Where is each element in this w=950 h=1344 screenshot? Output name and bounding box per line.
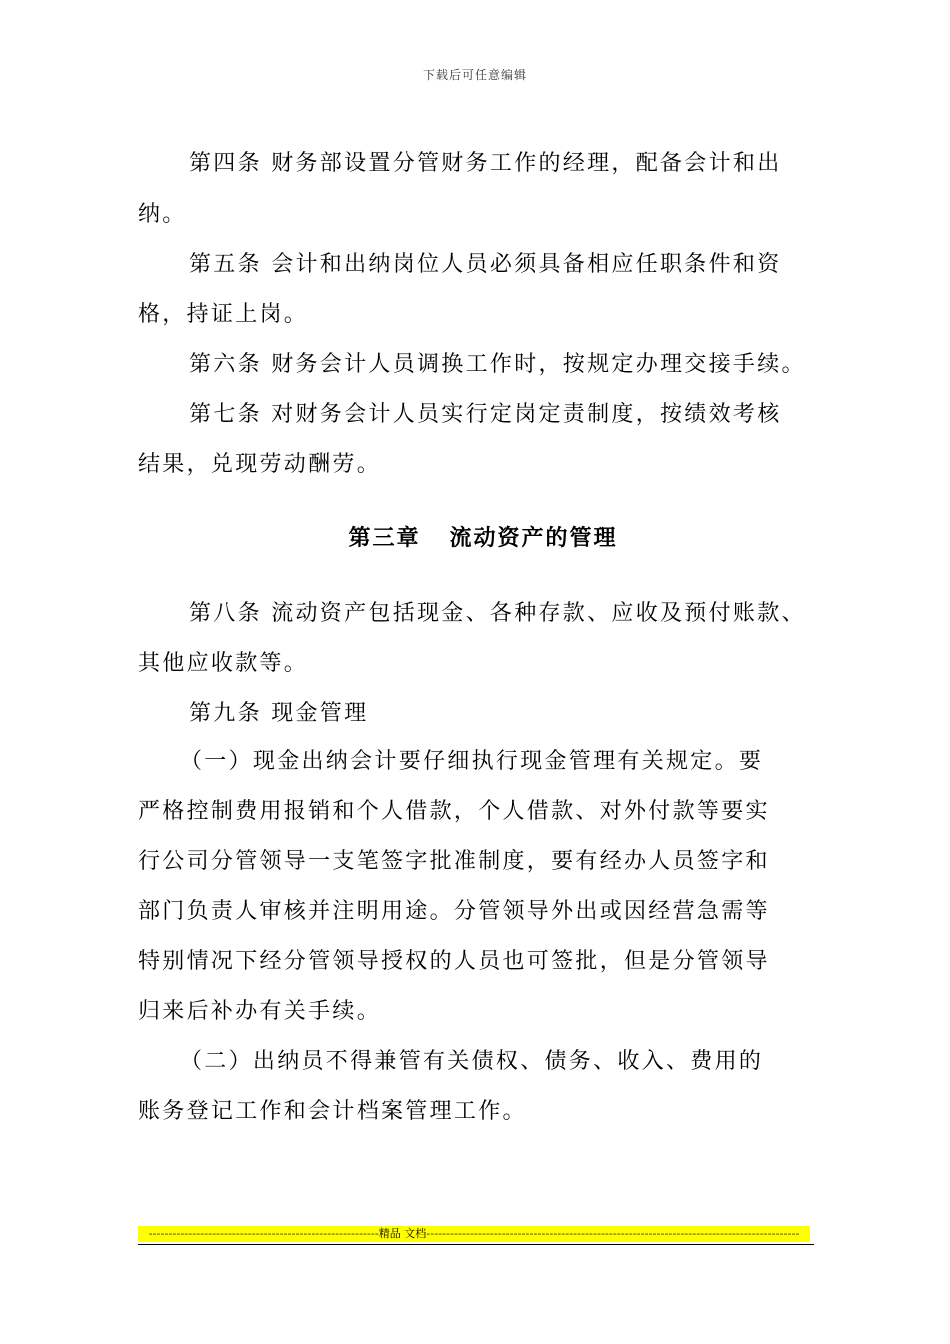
- item-1-line-5: 特别情况下经分管领导授权的人员也可签批，但是分管领导: [138, 949, 770, 974]
- item-2-line-2: 账务登记工作和会计档案管理工作。: [138, 1099, 527, 1124]
- item-2-line-1: （二）出纳员不得兼管有关债权、债务、收入、费用的: [180, 1049, 764, 1074]
- article-9-line-1: 第九条 现金管理: [189, 701, 369, 726]
- item-1-line-4: 部门负责人审核并注明用途。分管领导外出或因经营急需等: [138, 899, 770, 924]
- item-1-line-6: 归来后补办有关手续。: [138, 999, 382, 1024]
- article-7-line-2: 结果，兑现劳动酬劳。: [138, 452, 382, 477]
- article-7-line-1: 第七条 对财务会计人员实行定岗定责制度，按绩效考核: [189, 402, 782, 427]
- article-5-line-2: 格，持证上岗。: [138, 302, 309, 327]
- article-4-line-2: 纳。: [138, 202, 187, 227]
- footer-highlight-bar: [138, 1226, 810, 1242]
- article-5-line-1: 第五条 会计和出纳岗位人员必须具备相应任职条件和资: [189, 252, 782, 277]
- chapter-3-title: 第三章 流动资产的管理: [348, 526, 618, 551]
- header-note: 下载后可任意编辑: [422, 68, 527, 82]
- footer-label: 精品 文档: [378, 1227, 427, 1240]
- article-8-line-2: 其他应收款等。: [138, 651, 309, 676]
- article-4-line-1: 第四条 财务部设置分管财务工作的经理，配备会计和出: [189, 151, 782, 176]
- item-1-line-2: 严格控制费用报销和个人借款，个人借款、对外付款等要实: [138, 799, 770, 824]
- article-6-line-1: 第六条 财务会计人员调换工作时，按规定办理交接手续。: [189, 352, 806, 377]
- footer-dashes-left: ----------------------------------------------------------: [148, 1227, 379, 1240]
- item-1-line-3: 行公司分管领导一支笔签字批准制度，要有经办人员签字和: [138, 849, 770, 874]
- footer-dashes-right: ----------------------------------------------------------------------------------------------: [426, 1227, 800, 1240]
- article-8-line-1: 第八条 流动资产包括现金、各种存款、应收及预付账款、: [189, 601, 806, 626]
- item-1-line-1: （一）现金出纳会计要仔细执行现金管理有关规定。要: [180, 749, 764, 774]
- footer-rule: [138, 1244, 814, 1245]
